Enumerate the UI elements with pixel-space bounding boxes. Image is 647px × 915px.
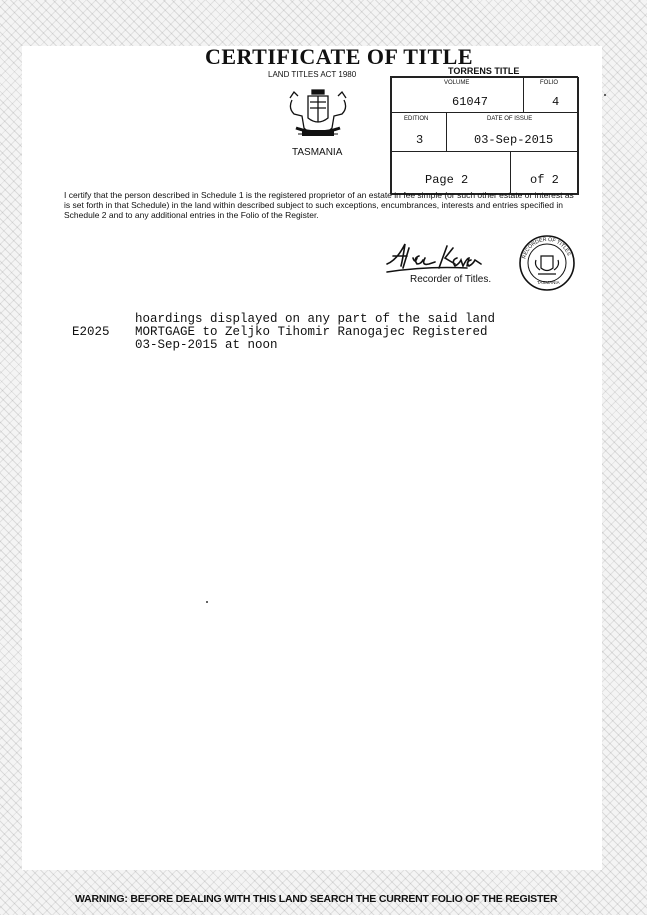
page-cell bbox=[391, 151, 579, 195]
issue-date-cell bbox=[446, 112, 579, 152]
entry-continuation: hoardings displayed on any part of the said land bbox=[135, 312, 496, 326]
footer-warning: WARNING: BEFORE DEALING WITH THIS LAND SEARCH THE CURRENT FOLIO OF THE REGISTER bbox=[75, 893, 558, 905]
act-subtitle: LAND TITLES ACT 1980 bbox=[268, 70, 357, 79]
page-total: of 2 bbox=[530, 173, 559, 187]
entry-code: E2025 bbox=[72, 325, 110, 339]
svg-text:TASMANIA: TASMANIA bbox=[537, 280, 560, 285]
volume-value: 61047 bbox=[452, 95, 489, 109]
coat-of-arms-icon bbox=[282, 80, 354, 146]
page-title: CERTIFICATE OF TITLE bbox=[205, 44, 473, 69]
edition-label: EDITION bbox=[404, 116, 429, 122]
certification-statement: I certify that the person described in Schedule 1 is the registered proprietor of an estate in fee simple (or such other estate or interest as is set forth in that Schedule) in the land within described subject to such exceptions, encumbrances, interests and entries specified in Schedule 2 and to any additional entries in the Folio of the Register. bbox=[64, 190, 574, 220]
edition-cell bbox=[391, 112, 447, 152]
folio-value: 4 bbox=[552, 95, 560, 109]
edition-value: 3 bbox=[416, 133, 424, 147]
folio-cell bbox=[523, 77, 579, 113]
recorder-seal-icon bbox=[518, 234, 576, 292]
folio-label: FOLIO bbox=[540, 80, 559, 86]
issue-date-value: 03-Sep-2015 bbox=[474, 133, 554, 147]
page-number: Page 2 bbox=[425, 173, 469, 187]
torrens-heading: TORRENS TITLE bbox=[448, 66, 520, 76]
entry-mortgage-line: MORTGAGE to Zeljko Tihomir Ranogajec Registered bbox=[135, 325, 488, 339]
svg-text:RECORDER OF TITLES: RECORDER OF TITLES bbox=[521, 236, 572, 260]
recorder-title: Recorder of Titles. bbox=[410, 274, 492, 285]
issue-date-label: DATE OF ISSUE bbox=[487, 116, 533, 122]
volume-cell bbox=[391, 77, 524, 113]
signature-text: Alice Kaua bbox=[383, 238, 388, 239]
signature-image bbox=[383, 238, 513, 276]
state-label: TASMANIA bbox=[292, 147, 343, 158]
scan-speck bbox=[206, 601, 208, 603]
title-details-box bbox=[390, 76, 578, 194]
scan-speck bbox=[604, 94, 606, 96]
volume-label: VOLUME bbox=[444, 80, 470, 86]
entry-registered-date: 03-Sep-2015 at noon bbox=[135, 338, 278, 352]
page-divider bbox=[510, 152, 511, 194]
